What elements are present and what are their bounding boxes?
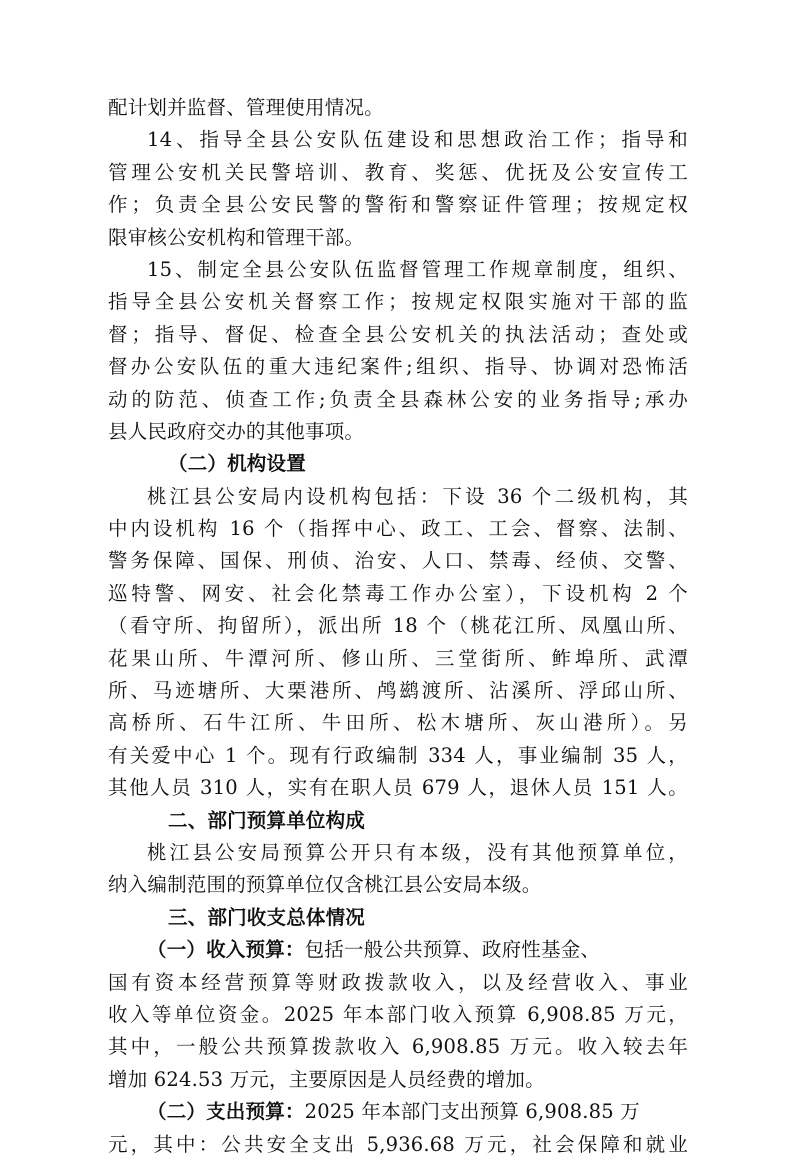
text-line: 警务保障、国保、刑侦、治安、人口、禁毒、经侦、交警、 (108, 549, 688, 573)
text-line: 巡特警、网安、社会化禁毒工作办公室），下设机构 2 个 (108, 581, 688, 605)
text-line: 其他人员 310 人，实有在职人员 679 人，退休人员 151 人。 (108, 776, 688, 800)
text-line: 14、指导全县公安队伍建设和思想政治工作；指导和 (147, 128, 688, 152)
text-line: 管理公安机关民警培训、教育、奖惩、优抚及公安宣传工 (108, 160, 688, 184)
text-line: 桃江县公安局预算公开只有本级，没有其他预算单位， (147, 840, 688, 864)
text-line: 县人民政府交办的其他事项。 (108, 419, 365, 443)
text-line (108, 1096, 688, 1128)
text-line: 所、马迹塘所、大栗港所、鸬鹚渡所、沾溪所、浮邱山所、 (108, 679, 688, 703)
section-heading: （二）机构设置 (168, 452, 306, 476)
section-heading: 二、部门预算单位构成 (168, 808, 366, 832)
text-line: 元，其中：公共安全支出 5,936.68 万元，社会保障和就业 (108, 1132, 688, 1156)
text-line: 纳入编制范围的预算单位仅含桃江县公安局本级。 (108, 873, 542, 897)
subsection-lead: （一）收入预算： (147, 938, 305, 962)
section-heading: 三、部门收支总体情况 (168, 905, 366, 929)
text-line: 高桥所、石牛江所、牛田所、松木塘所、灰山港所）。另 (108, 711, 688, 735)
text-span: 2025 年本部门支出预算 6,908.85 万 (304, 1100, 640, 1124)
text-line: 督办公安队伍的重大违纪案件;组织、指导、协调对恐怖活 (108, 355, 688, 379)
subsection-lead: （二）支出预算： (147, 1100, 305, 1124)
text-line: 国有资本经营预算等财政拨款收入，以及经营收入、事业 (108, 970, 688, 994)
text-line: 有关爱中心 1 个。现有行政编制 334 人，事业编制 35 人， (108, 743, 688, 767)
text-line: 其中，一般公共预算拨款收入 6,908.85 万元。收入较去年 (108, 1035, 688, 1059)
text-line: 指导全县公安机关督察工作；按规定权限实施对干部的监 (108, 290, 688, 314)
text-line (108, 934, 688, 966)
text-line: 作；负责全县公安民警的警衔和警察证件管理；按规定权 (108, 193, 688, 217)
text-line: 15、制定全县公安队伍监督管理工作规章制度，组织、 (147, 257, 688, 281)
text-line: 督；指导、督促、检查全县公安机关的执法活动；查处或 (108, 322, 688, 346)
text-line: （看守所、拘留所），派出所 18 个（桃花江所、凤凰山所、 (108, 614, 688, 638)
text-line: 配计划并监督、管理使用情况。 (108, 96, 384, 119)
document-page (108, 92, 688, 1161)
text-line: 限审核公安机构和管理干部。 (108, 225, 365, 249)
text-line: 动的防范、侦查工作;负责全县森林公安的业务指导;承办 (108, 387, 688, 411)
text-span: 包括一般公共预算、政府性基金、 (304, 938, 601, 962)
text-line: 增加 624.53 万元，主要原因是人员经费的增加。 (108, 1067, 545, 1091)
text-line: 花果山所、牛潭河所、修山所、三堂街所、鲊埠所、武潭 (108, 646, 688, 670)
text-line: 收入等单位资金。2025 年本部门收入预算 6,908.85 万元， (108, 1002, 688, 1026)
text-line: 中内设机构 16 个（指挥中心、政工、工会、督察、法制、 (108, 517, 688, 541)
text-line: 桃江县公安局内设机构包括：下设 36 个二级机构，其 (147, 484, 688, 508)
